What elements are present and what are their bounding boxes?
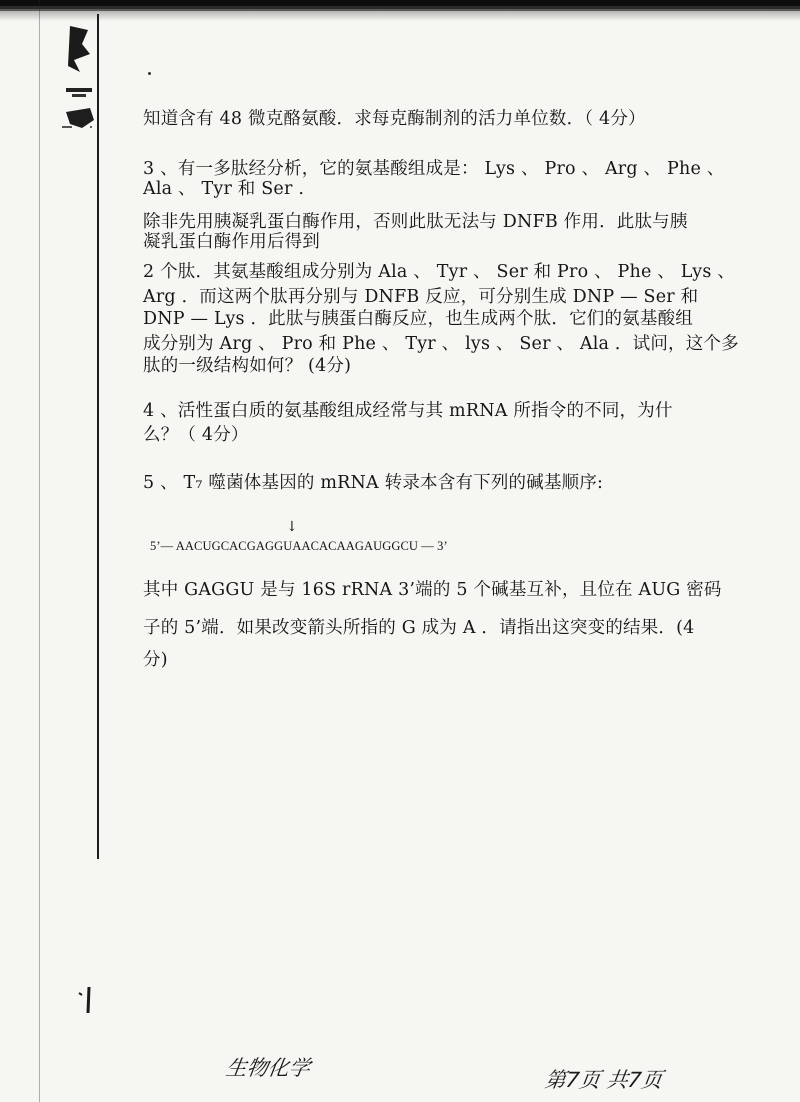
question-4-line-1: 4 、活性蛋白质的氨基酸组成经常与其 mRNA 所指令的不同，为什 [143, 401, 673, 421]
question-3-line-9: 肽的一级结构如何？ (4分) [143, 356, 352, 376]
question-5-line-4: 分) [143, 650, 168, 670]
question-5-line-1: 5 、 T₇ 噬菌体基因的 mRNA 转录本含有下列的碱基顺序: [143, 473, 604, 493]
question-3-line-1: 3 、有一多肽经分析，它的氨基酸组成是： Lys 、 Pro 、 Arg 、 Phe 、 [143, 159, 725, 179]
question-4-line-2: 么？（ 4分） [143, 425, 249, 445]
question-3-line-5: 2 个肽．其氨基酸组成分别为 Ala 、 Tyr 、 Ser 和 Pro 、 Phe 、 Lys 、 [143, 262, 736, 282]
corner-ink-mark [76, 985, 96, 1015]
mutation-arrow: ↓ [286, 519, 298, 535]
page-number-handwriting: 第7页 共7页 [543, 1068, 664, 1092]
question-3-line-4: 凝乳蛋白酶作用后得到 [143, 232, 320, 252]
question-2-tail: 知道含有 48 微克酪氨酸．求每克酶制剂的活力单位数．（ 4分） [143, 109, 646, 129]
question-3-line-3: 除非先用胰凝乳蛋白酶作用，否则此肽无法与 DNFB 作用．此肽与胰 [143, 212, 688, 232]
question-3-line-8: 成分别为 Arg 、 Pro 和 Phe 、 Tyr 、 lys 、 Ser 、 Ala ．试问，这个多 [143, 334, 739, 354]
question-3-line-7: DNP — Lys ．此肽与胰蛋白酶反应，也生成两个肽．它们的氨基酸组 [143, 309, 693, 329]
question-5-line-3: 子的 5’端．如果改变箭头所指的 G 成为 A ．请指出这突变的结果．(4 [143, 618, 695, 638]
question-3-line-6: Arg ．而这两个肽再分别与 DNFB 反应，可分别生成 DNP — Ser 和 [143, 287, 699, 307]
mrna-sequence: 5’— AACUGCACGAGGUAACACAAGAUGGCU — 3’ [150, 539, 448, 553]
subject-handwriting: 生物化学 [224, 1056, 312, 1080]
question-5-line-2: 其中 GAGGU 是与 16S rRNA 3’端的 5 个碱基互补，且位在 AUG 密码 [143, 580, 722, 600]
question-3-line-2: Ala 、 Tyr 和 Ser . [143, 179, 305, 199]
